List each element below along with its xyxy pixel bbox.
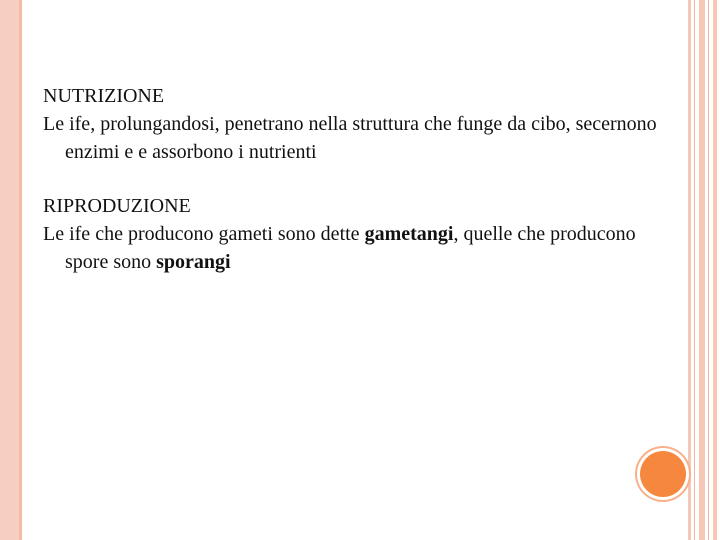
right-stripe	[713, 0, 717, 540]
right-stripe	[688, 0, 691, 540]
right-stripe	[699, 0, 705, 540]
nutrition-text: Le ife, prolungandosi, penetrano nella struttura che funge da cibo, secernono enzimi e e assorbono i nutrienti	[43, 113, 657, 163]
reproduction-text	[43, 220, 683, 276]
decorative-circle	[640, 451, 686, 497]
reproduction-text-part1: Le ife che producono gameti sono dette	[43, 223, 365, 245]
sporangi-term: sporangi	[156, 251, 231, 273]
right-stripe	[708, 0, 709, 540]
nutrition-heading: NUTRIZIONE	[43, 85, 165, 107]
slide-content	[43, 82, 683, 276]
spacer	[43, 166, 683, 192]
left-frame-border	[0, 0, 22, 540]
gametangi-term: gametangi	[364, 223, 454, 245]
reproduction-text-part2: , quelle che producono spore sono	[65, 223, 636, 273]
right-frame-stripes	[680, 0, 720, 540]
reproduction-heading: RIPRODUZIONE	[43, 195, 191, 217]
right-stripe	[694, 0, 695, 540]
